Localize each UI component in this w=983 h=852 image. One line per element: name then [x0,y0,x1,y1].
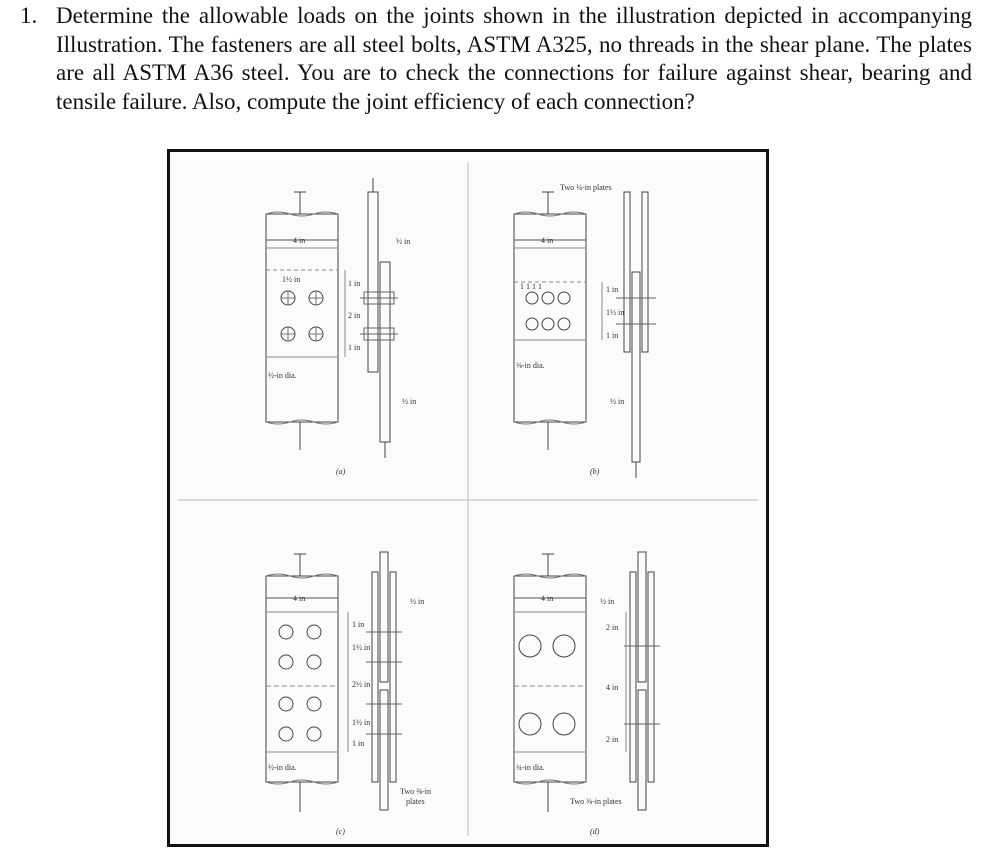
joint-b-edge-top: 1 in [606,285,619,294]
joint-d-d3: 2 in [606,735,619,744]
joint-c-bottom-plate [380,690,388,810]
joint-c-plates: Two ⅜-in [400,787,431,796]
joint-c-d4: 1½ in [352,718,371,727]
joint-b-cover-plate-2 [642,192,648,352]
joint-a [266,178,416,476]
joint-d-cover-plate-2 [648,572,654,782]
joint-b-spacing: 1 1 1 1 [520,282,542,291]
question-block [20,2,972,116]
joint-d-caption: (d) [590,827,600,836]
joint-c-plate [266,576,338,782]
joint-a-bottom-plate [380,262,390,442]
joint-diagrams [170,152,766,844]
joint-a-width: 4 in [293,236,306,245]
joint-d-hole: ¾-in dia. [516,763,545,772]
joint-d-d2: 4 in [606,683,619,692]
joint-d-d1: 2 in [606,623,619,632]
joint-c-d2: 1½ in [352,643,371,652]
joint-illustration [167,149,769,847]
joint-a-top-thickness: ½ in [396,237,411,246]
joint-c-width: 4 in [293,594,306,603]
joint-a-pitch: 2 in [348,311,361,320]
joint-a-bolts [281,291,323,341]
joint-c-bolts [279,625,321,741]
joint-a-hole: ½-in dia. [268,371,297,380]
joint-d-thickness: ½ in [600,597,615,606]
joint-a-caption: (a) [336,467,346,476]
joint-d-plate [514,576,586,782]
joint-c-thickness: ½ in [410,597,425,606]
joint-b-cover-plate-1 [624,192,630,352]
joint-c-d3: 2½ in [352,680,371,689]
joint-c-hole: ½-in dia. [268,763,297,772]
joint-c-plates-line2: plates [406,797,425,806]
joint-b-thickness: ½ in [610,397,625,406]
joint-d-plates: Two ⅜-in plates [570,797,622,806]
joint-c-d5: 1 in [352,739,365,748]
joint-b [514,183,656,478]
joint-b-caption: (b) [590,467,600,476]
joint-b-hole: ⅜-in dia. [516,361,545,370]
joint-d-width: 4 in [541,594,554,603]
joint-c-d1: 1 in [352,620,365,629]
joint-d-bolts [519,635,575,735]
joint-d [514,552,660,836]
joint-a-edge-top: 1 in [348,279,361,288]
joint-d-bottom-plate [638,690,646,810]
joint-d-top-plate [638,552,646,682]
joint-c [266,552,431,836]
joint-a-bottom-thickness: ½ in [402,397,417,406]
question-number: 1. [20,3,38,28]
joint-b-width: 4 in [541,236,554,245]
joint-c-cover-plate-2 [390,572,396,782]
joint-b-edge-bottom: 1 in [606,331,619,340]
joint-a-plate [266,214,338,422]
joint-b-plates: Two ¼-in plates [560,183,612,192]
joint-c-caption: (c) [336,827,345,836]
joint-b-pitch: 1½ in [606,308,625,317]
joint-b-main-plate [632,272,640,462]
joint-a-spacing: 1½ in [282,275,301,284]
joint-a-top-plate [368,192,378,372]
joint-b-bolts [526,292,570,330]
joint-a-edge-bottom: 1 in [348,343,361,352]
joint-d-cover-plate-1 [630,572,636,782]
question-text: Determine the allowable loads on the joints shown in the illustration depicted in accompanying Illustration. The fasteners are all steel bolts, ASTM A325, no threads in the shear plane. The plates are all ASTM A36 steel. You are to check the connections for failure against shear, bearing and tensile failure. Also, compute the joint efficiency of each connection? [56,3,972,114]
joint-c-cover-plate-1 [372,572,378,782]
